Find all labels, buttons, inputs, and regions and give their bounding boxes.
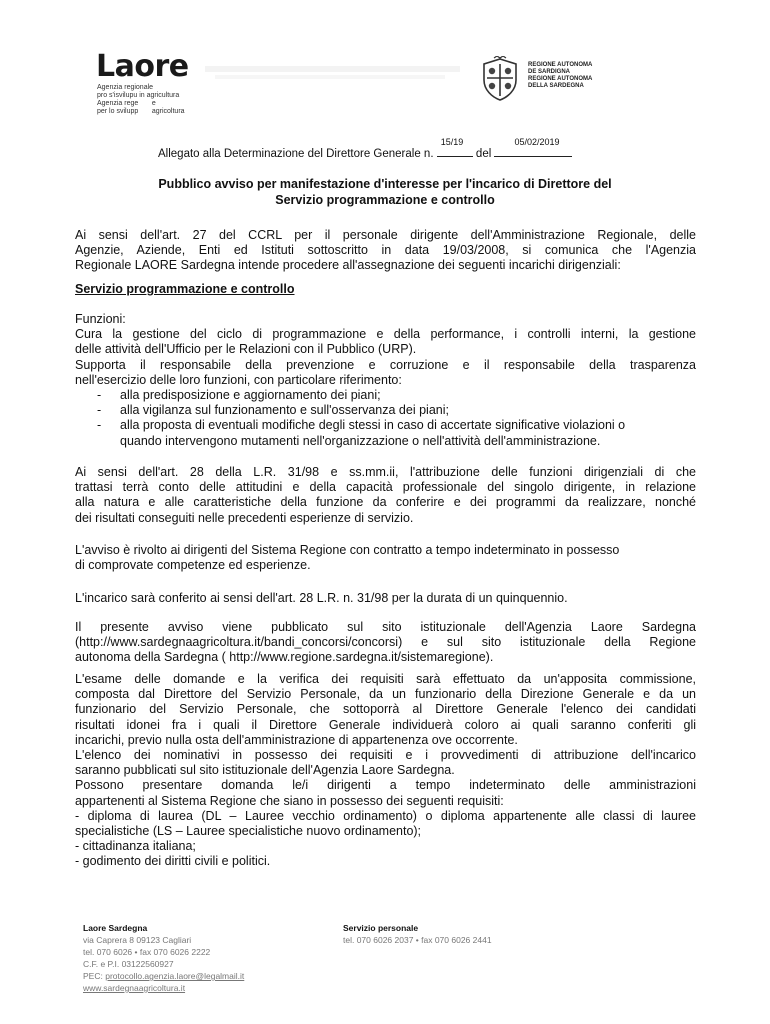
esame-paragraph — [75, 672, 696, 870]
footer-phone: tel. 070 6026 • fax 070 6026 2222 — [83, 947, 211, 957]
footer-service-phone: tel. 070 6026 2037 • fax 070 6026 2441 — [343, 935, 492, 945]
footer-pec-label: PEC: — [83, 971, 103, 981]
bullet-dash: - — [97, 418, 102, 433]
determination-date: 05/02/2019 — [514, 137, 560, 147]
text-line: Il presente avviso viene pubblicato sul sito istituzionale dell'Agenzia Laore Sardegna — [75, 620, 696, 634]
bullet-text: alla predisposizione e aggiornamento dei piani; — [120, 388, 381, 403]
text-line: - godimento dei diritti civili e politici. — [75, 854, 271, 869]
section-heading: Servizio programmazione e controllo — [75, 282, 295, 296]
region-label-line: DE SARDIGNA — [528, 69, 571, 75]
text-line: composta dal Direttore del Servizio Personale, da un funzionario della Direzione Generale e da un — [75, 687, 696, 702]
text-line: Agenzie, Aziende, Enti ed Istituti sottoscritto in data 19/03/2008, si comunica che l'Agenzia — [75, 243, 696, 258]
title-line: Servizio programmazione e controllo — [275, 193, 495, 207]
text-line: funzionario del Servizio Personale, che sottoporrà al Direttore Generale l'elenco dei candidati — [75, 702, 696, 717]
footer-right — [343, 922, 492, 946]
laore-logo: Laore — [96, 49, 189, 84]
footer-website-link[interactable]: www.sardegnaagricoltura.it — [83, 983, 186, 993]
text-line: - diploma di laurea (DL – Lauree vecchio ordinamento) o diploma appartenente alle classi di lauree — [75, 808, 696, 823]
faded-header-decoration — [205, 62, 470, 84]
determination-date-field — [494, 137, 572, 157]
text-line: di comprovate competenze ed esperienze. — [75, 558, 311, 573]
text-line: autonoma della Sardegna ( http://www.regione.sardegna.it/sistemaregione). — [75, 650, 494, 665]
title-line: Pubblico avviso per manifestazione d'interesse per l'incarico di Direttore del — [158, 177, 612, 191]
logo-subtitle — [97, 84, 185, 116]
text-line: Ai sensi dell'art. 27 del CCRL per il personale dirigente dell'Amministrazione Regionale, delle — [75, 228, 696, 242]
text-line: incarichi, previo nulla osta dell'amministrazione di appartenenza ove occorrente. — [75, 732, 518, 747]
bullet-dash: - — [97, 403, 102, 418]
logo-subtitle-line: Agenzia rege e — [97, 100, 156, 107]
list-item — [75, 388, 696, 403]
region-label-line: REGIONE AUTONOMA — [528, 76, 593, 82]
footer-address: via Caprera 8 09123 Cagliari — [83, 935, 192, 945]
text-line: Ai sensi dell'art. 28 della L.R. 31/98 e ss.mm.ii, l'attribuzione delle funzioni dirigenziali di che — [75, 465, 696, 479]
list-item — [75, 418, 696, 448]
footer-pec — [83, 970, 244, 982]
funzioni-label: Funzioni: — [75, 312, 126, 326]
text-line: L'incarico sarà conferito ai sensi dell'art. 28 L.R. n. 31/98 per la durata di un quinquennio. — [75, 591, 568, 605]
bullet-text: alla proposta di eventuali modifiche degli stessi in caso di accertate significative violazioni o — [120, 418, 626, 433]
text-line: nell'esercizio delle loro funzioni, con particolare riferimento: — [75, 372, 402, 387]
region-label-line: REGIONE AUTONOMA — [528, 62, 593, 68]
footer-service-name: Servizio personale — [343, 923, 419, 933]
determination-number: 15/19 — [440, 137, 464, 147]
funzioni-block — [75, 312, 696, 449]
text-line: appartenenti al Sistema Regione che siano in possesso dei seguenti requisiti: — [75, 793, 504, 808]
list-item — [75, 403, 696, 418]
text-line: trattasi terrà conto delle attitudini e della capacità professionale del singolo dirigente, in relazione — [75, 480, 696, 495]
text-line: (http://www.sardegnaagricoltura.it/bandi_concorsi/concorsi) e sul sito istituzionale della Regione — [75, 635, 696, 650]
text-line: Possono presentare domanda le/i dirigenti a tempo indeterminato delle amministrazioni — [75, 778, 696, 793]
incarico-paragraph — [75, 591, 696, 606]
footer-tax-id: C.F. e P.I. 03122560927 — [83, 959, 174, 969]
document-title — [75, 176, 695, 208]
logo-subtitle-line: per lo svilupp agricoltura — [97, 108, 185, 115]
text-line: delle attività dell'Ufficio per le Relazioni con il Pubblico (URP). — [75, 342, 417, 357]
art28-paragraph — [75, 465, 696, 526]
pubblicazione-paragraph — [75, 620, 696, 666]
determination-number-field — [437, 137, 473, 157]
text-line: Supporta il responsabile della prevenzione e corruzione e il responsabile della trasparenza — [75, 357, 696, 372]
allegato-del-text: del — [475, 148, 492, 160]
sardinia-emblem-icon — [478, 56, 522, 102]
bullet-text-continued: quando intervengono mutamenti nell'organizzazione o nell'attività dell'amministrazione. — [120, 433, 601, 448]
text-line: specialistiche (LS – Lauree specialistiche nuovo ordinamento); — [75, 824, 422, 839]
avviso-paragraph — [75, 543, 696, 573]
text-line: alla natura e alle caratteristiche della funzione da conferire e dei programmi da realizzare, nonché — [75, 495, 696, 510]
text-line: L'esame delle domande e la verifica dei requisiti sarà effettuato da un'apposita commissione, — [75, 672, 696, 686]
text-line: risultati idonei fra i quali il Direttore Generale individuerà coloro ai quali saranno conferiti gli — [75, 717, 696, 732]
allegato-text: Allegato alla Determinazione del Direttore Generale n. — [158, 148, 434, 160]
bullet-text: alla vigilanza sul funzionamento e sull'osservanza dei piani; — [120, 403, 449, 418]
text-line: dei risultati conseguiti nelle precedenti esperienze di servizio. — [75, 510, 414, 525]
text-line: Cura la gestione del ciclo di programmazione e della performance, i controlli interni, la gestione — [75, 327, 696, 342]
text-line: Regionale LAORE Sardegna intende procedere all'assegnazione dei seguenti incarichi dirigenziali: — [75, 258, 621, 273]
intro-paragraph — [75, 228, 696, 274]
region-label — [528, 62, 592, 90]
footer-left — [83, 922, 244, 994]
text-line: saranno pubblicati sul sito istituzionale dell'Agenzia Laore Sardegna. — [75, 763, 455, 778]
logo-subtitle-line: pro s'isvilupu in agricultura — [97, 92, 180, 99]
text-line: L'avviso è rivolto ai dirigenti del Sistema Regione con contratto a tempo indeterminato in possesso — [75, 543, 620, 557]
logo-subtitle-line: Agenzia regionale — [97, 84, 154, 91]
allegato-line — [158, 137, 572, 160]
bullet-dash: - — [97, 388, 102, 403]
text-line: L'elenco dei nominativi in possesso dei requisiti e i provvedimenti di attribuzione dell'incarico — [75, 748, 696, 763]
region-label-line: DELLA SARDEGNA — [528, 83, 584, 89]
footer-org-name: Laore Sardegna — [83, 923, 148, 933]
footer-pec-link[interactable]: protocollo.agenzia.laore@legalmail.it — [105, 971, 245, 981]
text-line: - cittadinanza italiana; — [75, 839, 196, 854]
